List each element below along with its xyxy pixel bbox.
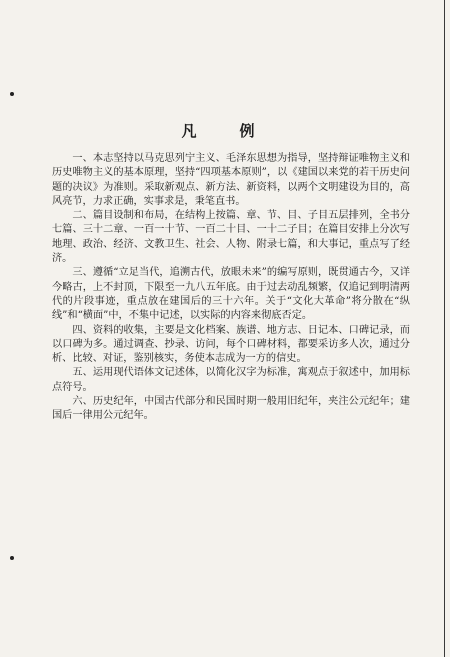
paragraph: 五、运用现代语体文记述体，以简化汉字为标准，寓观点于叙述中，加用标点符号。 (52, 367, 410, 393)
page-title: 凡 例 (181, 122, 269, 140)
punch-hole-mark (10, 556, 14, 560)
punch-hole-mark (10, 92, 14, 96)
page-edge-line (444, 0, 445, 657)
paragraph: 二、篇目设制和布局，在结构上按篇、章、节、目、子目五层排列，全书分七篇、三十二章、一百一十节、一百二十目、一十二子目；在篇目安排上分次写地理、政治、经济、文教卫生、社会、人物、附录七篇，和大事记，重点写了经济。 (52, 210, 410, 265)
paragraph: 一、本志坚持以马克思列宁主义、毛泽东思想为指导，坚持辩证唯物主义和历史唯物主义的基本原理，坚持“四项基本原则”，以《建国以来党的若干历史问题的决议》为准则。采取新观点、新方法、新资料，以两个文明建设为目的，高风亮节，力求正确，实事求是，秉笔直书。 (52, 153, 410, 207)
paragraph: 六、历史纪年，中国古代部分和民国时期一般用旧纪年，夹注公元纪年；建国后一律用公元纪年。 (52, 396, 410, 422)
paragraph: 四、资料的收集，主要是文化档案、族谱、地方志、日记本、口碑记录，而以口碑为多。通过调查、抄录、访问，每个口碑材料，都要采访多人次，通过分析、比较、对证，鉴别核实，务使本志成为一方的信史。 (52, 324, 410, 365)
paragraph: 三、遵循“立足当代，追溯古代，放眼未来”的编写原则，既贯通古今，又详今略古，上不封顶，下限至一九八五年底。由于过去动乱频繁，仅追记到明清两代的片段事迹，重点放在建国后的三十六年。关于“文化大革命”将分散在“纵线”和“横面”中，不集中记述，以实际的内容来彻底否定。 (52, 267, 410, 322)
document-body (52, 152, 410, 424)
